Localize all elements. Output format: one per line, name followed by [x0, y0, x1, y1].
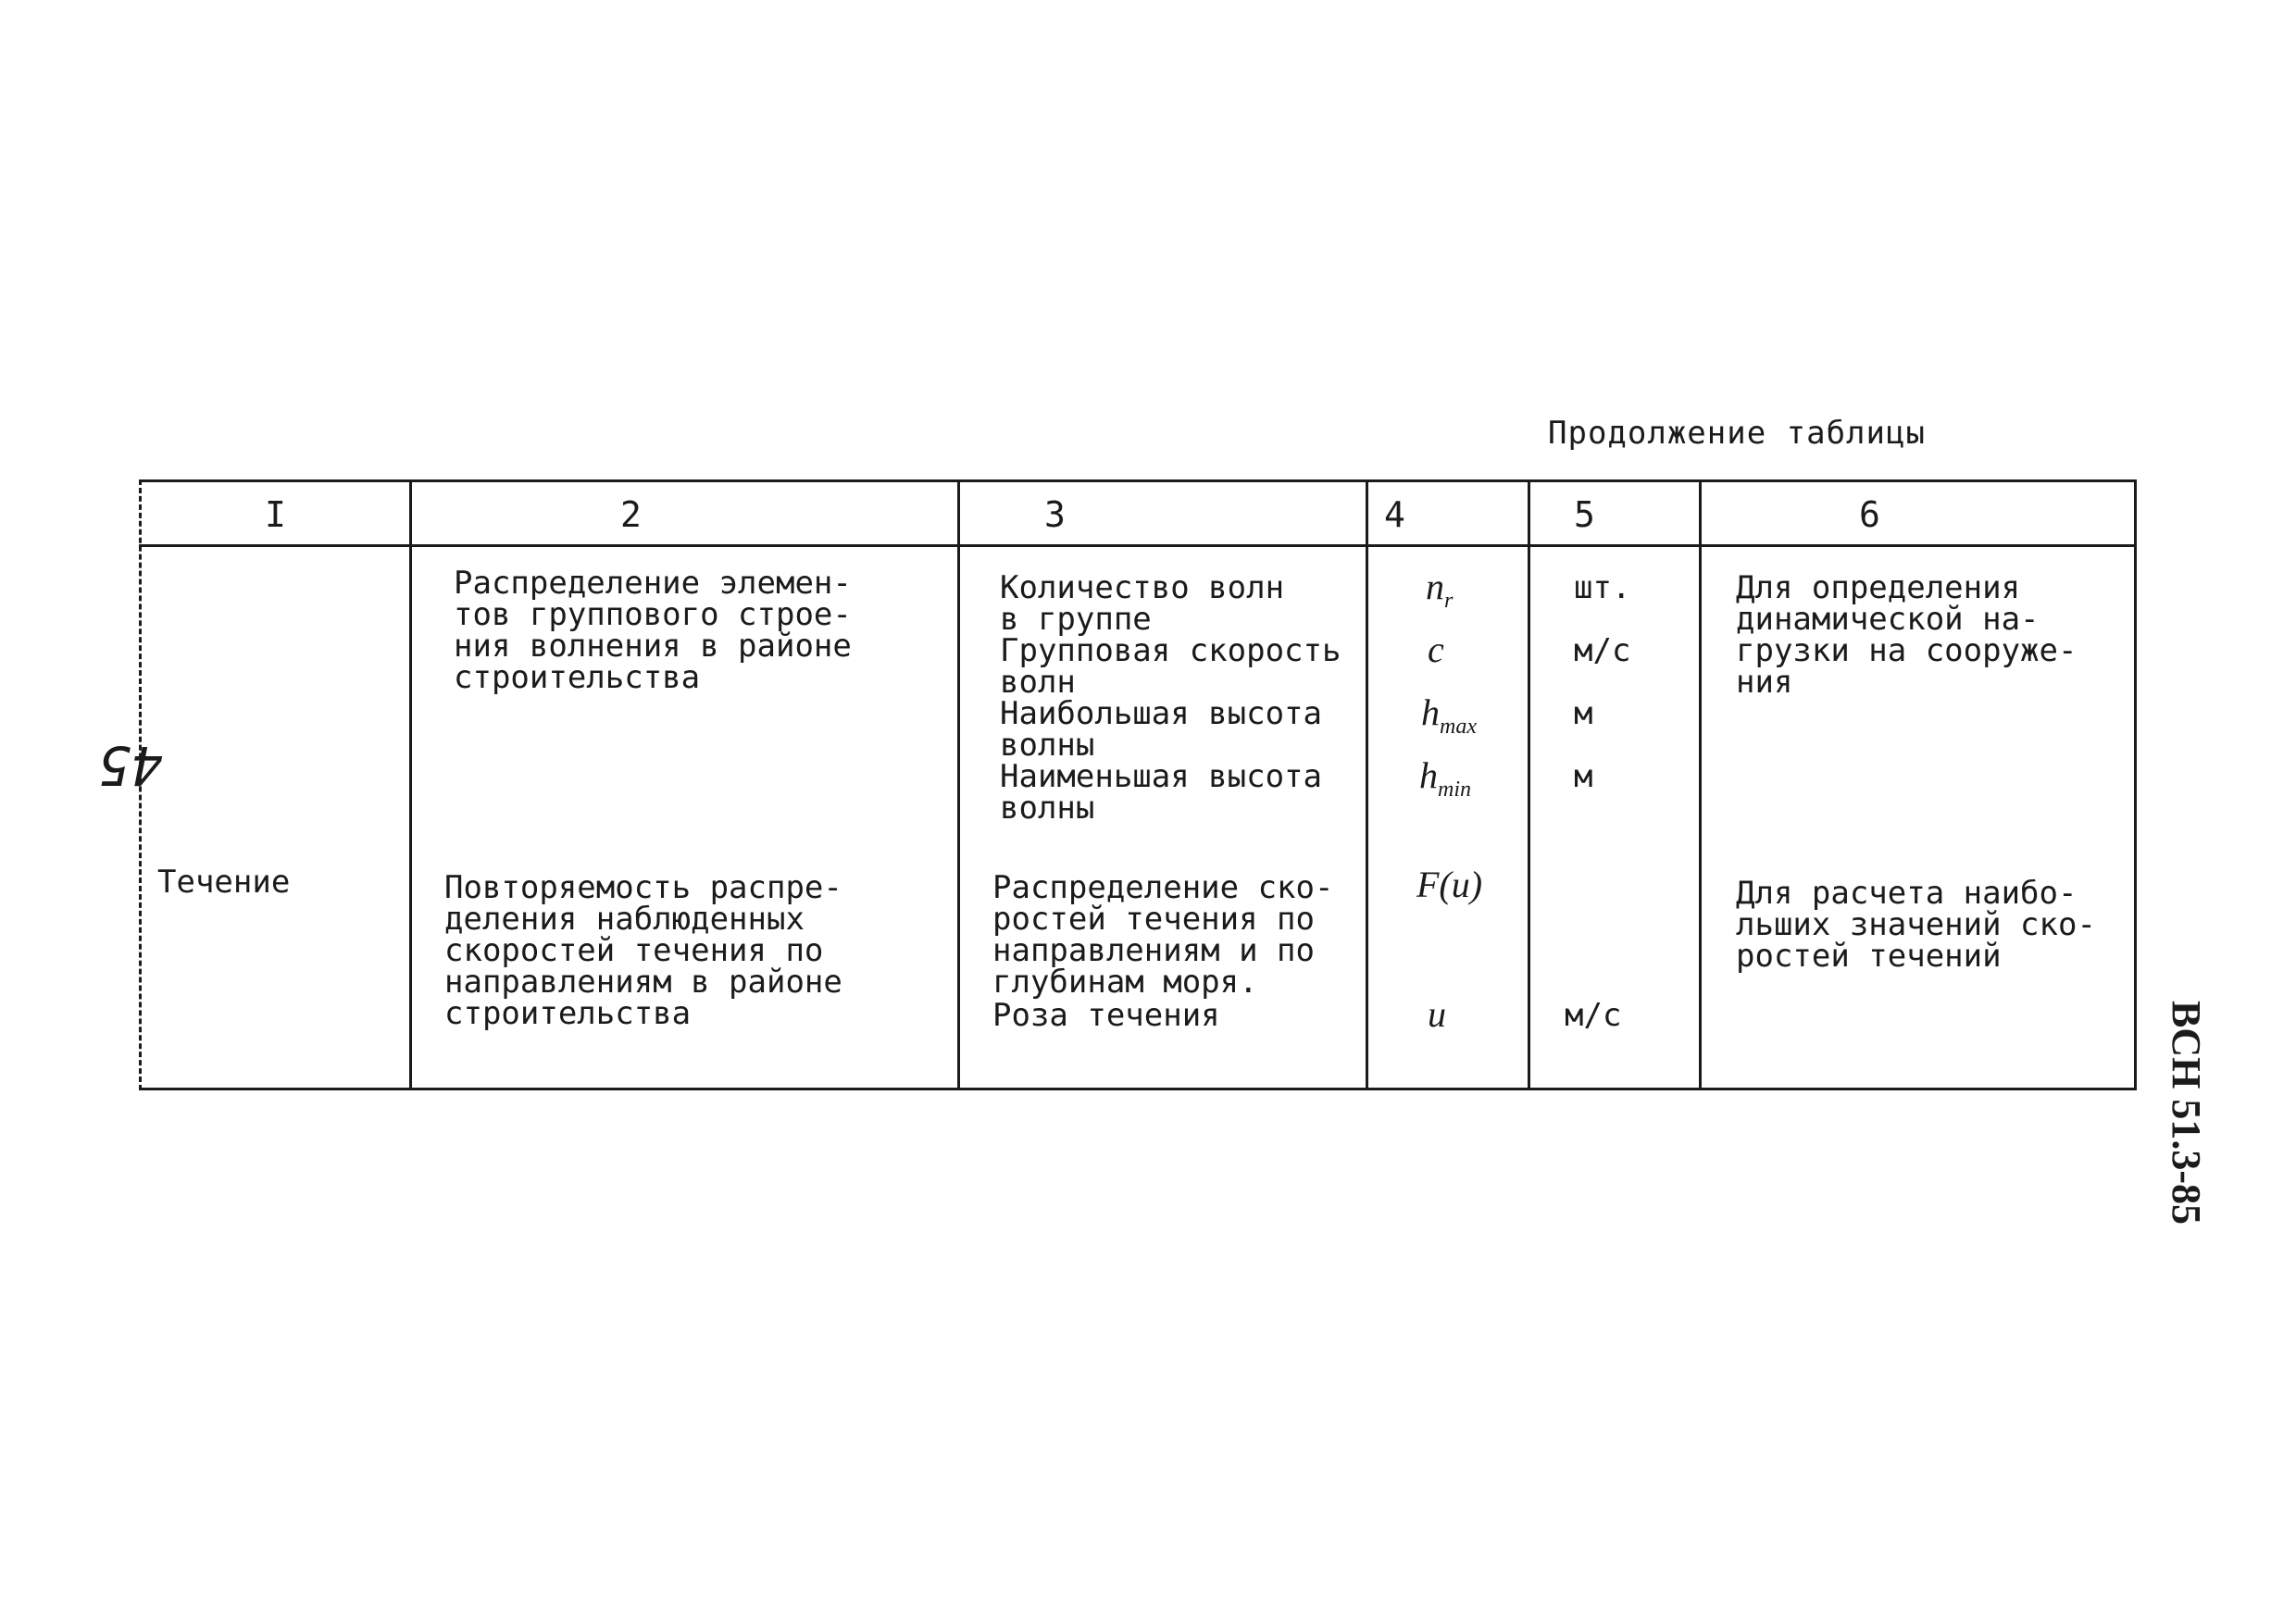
table-bottom-border [139, 1088, 2137, 1090]
table-right-border [2134, 479, 2137, 1090]
document-code: ВСН 51.3-85 [2164, 1001, 2209, 1225]
row1-param-2-symbol: c [1428, 629, 1444, 670]
header-col-5: 5 [1574, 494, 1595, 535]
row1-param-1-unit: шт. [1574, 569, 1631, 606]
parameters-table [139, 479, 2137, 1090]
header-bottom-border [139, 544, 2137, 547]
page-number: 45 [98, 734, 163, 797]
header-col-2: 2 [620, 494, 642, 535]
row1-description: Распределение элемен- тов группового строе- ния волнения в районе строительства [454, 565, 852, 696]
row1-param-4-symbol: $h_{min}$ [1419, 754, 1471, 802]
row1-param-1-name: Количество волн в группе [1000, 569, 1285, 638]
row2-param-2-symbol: u [1428, 993, 1446, 1035]
table-caption: Продолжение таблицы [1548, 415, 1926, 452]
column-divider-4 [1528, 479, 1530, 1090]
row2-param-1-symbol: F(u) [1416, 864, 1483, 905]
row1-param-3-name: Наибольшая высота волны [1000, 695, 1322, 764]
column-divider-1 [409, 479, 412, 1090]
row2-param-2-unit: м/с [1565, 997, 1622, 1034]
row1-purpose: Для определения динамической на- грузки на сооруже- ния [1736, 569, 2078, 701]
row1-param-3-unit: м [1574, 695, 1593, 732]
row1-param-1-symbol: $n_r$ [1426, 566, 1454, 613]
column-divider-2 [957, 479, 960, 1090]
column-divider-3 [1366, 479, 1368, 1090]
header-col-6: 6 [1859, 494, 1880, 535]
header-col-4: 4 [1384, 494, 1405, 535]
header-col-1: I [265, 494, 286, 535]
table-top-border [139, 479, 2137, 482]
row2-purpose: Для расчета наибо- льших значений ско- ростей течений [1736, 875, 2096, 975]
column-divider-5 [1699, 479, 1702, 1090]
row2-param-2-name: Роза течения [992, 997, 1220, 1034]
row1-param-2-name: Групповая скорость волн [1000, 632, 1341, 701]
row2-param-1-name: Распределение ско- ростей течения по направлениям и по глубинам моря. [992, 869, 1334, 1001]
row1-param-4-unit: м [1574, 758, 1593, 795]
row2-category: Течение [157, 864, 291, 901]
row1-param-2-unit: м/с [1574, 632, 1631, 669]
table-left-edge [139, 479, 142, 1090]
row2-description: Повторяемость распре- деления наблюденных скоростей течения по направлениям в районе строительства [444, 869, 842, 1032]
row1-param-3-symbol: $h_{max}$ [1421, 691, 1477, 739]
row1-param-4-name: Наименьшая высота волны [1000, 758, 1322, 827]
header-col-3: 3 [1044, 494, 1066, 535]
